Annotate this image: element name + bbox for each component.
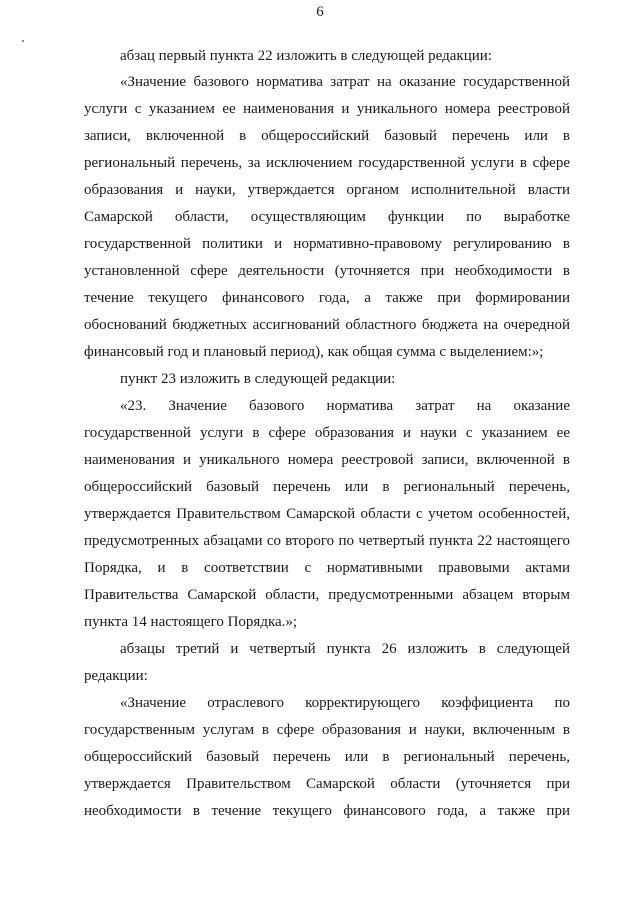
- text-line: услуги с указанием ее наименования и уникального номера реестровой: [84, 101, 570, 117]
- text-line: предусмотренных абзацами со второго по четвертый пункта 22 настоящего: [84, 533, 570, 549]
- text-line: необходимости в течение текущего финансового года, а также при: [84, 803, 570, 819]
- text-line: установленной сфере деятельности (уточняется при необходимости в: [84, 263, 570, 279]
- text-line: абзац первый пункта 22 изложить в следующей редакции:: [120, 48, 492, 64]
- text-line: обоснований бюджетных ассигнований областного бюджета на очередной: [84, 317, 570, 333]
- text-line: редакции:: [84, 668, 148, 684]
- text-line: пункт 23 изложить в следующей редакции:: [120, 371, 396, 387]
- text-line: «Значение базового норматива затрат на оказание государственной: [120, 74, 570, 90]
- text-line: утверждается Правительством Самарской области (уточняется при: [84, 776, 570, 792]
- text-line: государственной услуги в сфере образования и науки с указанием ее: [84, 425, 570, 441]
- text-line: абзацы третий и четвертый пункта 26 изложить в следующей: [120, 641, 570, 657]
- text-line: «Значение отраслевого корректирующего коэффициента по: [120, 695, 570, 711]
- text-line: государственной политики и нормативно-правовому регулированию в: [84, 236, 570, 252]
- text-line: пункта 14 настоящего Порядка.»;: [84, 614, 298, 630]
- text-line: образования и науки, утверждается органом исполнительной власти: [84, 182, 570, 198]
- text-line: государственным услугам в сфере образования и науки, включенным в: [84, 722, 570, 738]
- page-number: 6: [316, 4, 324, 20]
- text-line: течение текущего финансового года, а также при формировании: [84, 290, 570, 306]
- text-line: Правительства Самарской области, предусмотренными абзацем вторым: [84, 587, 570, 603]
- text-line: записи, включенной в общероссийский базовый перечень или в: [84, 128, 570, 144]
- text-line: «23. Значение базового норматива затрат на оказание: [120, 398, 570, 414]
- text-line: региональный перечень, за исключением государственной услуги в сфере: [84, 155, 570, 171]
- text-line: общероссийский базовый перечень или в региональный перечень,: [84, 749, 570, 765]
- text-line: Самарской области, осуществляющим функции по выработке: [84, 209, 570, 225]
- text-line: финансовый год и плановый период), как общая сумма с выделением:»;: [84, 344, 544, 360]
- text-line: общероссийский базовый перечень или в региональный перечень,: [84, 479, 570, 495]
- scan-speck: [22, 40, 24, 42]
- text-line: утверждается Правительством Самарской области с учетом особенностей,: [84, 506, 570, 522]
- text-line: Порядка, и в соответствии с нормативными правовыми актами: [84, 560, 570, 576]
- text-line: наименования и уникального номера реестровой записи, включенной в: [84, 452, 570, 468]
